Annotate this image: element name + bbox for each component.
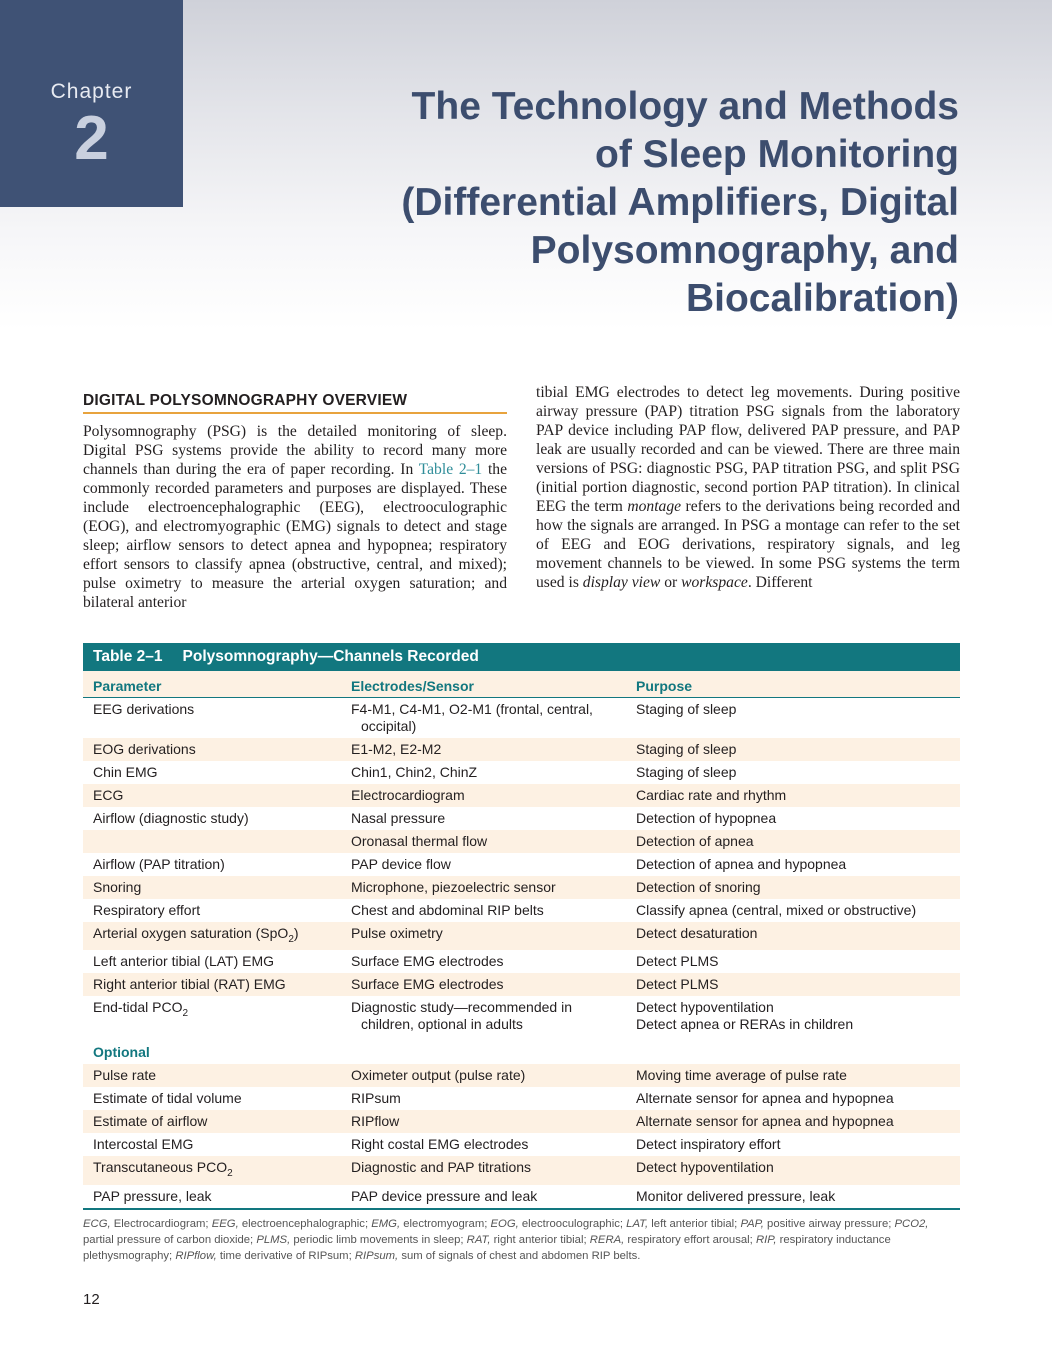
sensor-cell: Microphone, piezoelectric sensor bbox=[341, 876, 626, 899]
sensor-cell: Oximeter output (pulse rate) bbox=[341, 1064, 626, 1087]
table-row bbox=[83, 899, 960, 922]
table-row bbox=[83, 853, 960, 876]
abbreviation-definition: electrooculographic; bbox=[518, 1218, 627, 1231]
abbreviation-definition: electromyogram; bbox=[400, 1218, 491, 1231]
purpose-cell: Detect hypoventilation Detect apnea or RERAs in children bbox=[636, 999, 854, 1033]
table-header-row bbox=[83, 671, 960, 697]
chapter-title bbox=[319, 83, 959, 323]
table-row bbox=[83, 807, 960, 830]
table-title-bar bbox=[83, 643, 960, 671]
section-heading: DIGITAL POLYSOMNOGRAPHY OVERVIEW bbox=[83, 392, 507, 414]
parameter-cell: Respiratory effort bbox=[93, 901, 201, 918]
abbreviation-definition: left anterior tibial; bbox=[648, 1218, 741, 1231]
left-column bbox=[83, 392, 507, 612]
body-text: refers to the derivations being recorded and how the signals are arranged. In PSG a montage can refer to the set of EEG and EOG derivations, respiratory signals, and leg movement channels to be viewed. In some PSG systems the term used is bbox=[536, 498, 961, 591]
abbreviation-definition: sum of signals of chest and abdomen RIP belts. bbox=[398, 1250, 641, 1263]
purpose-cell: Alternate sensor for apnea and hypopnea bbox=[626, 1110, 960, 1133]
table-row bbox=[83, 922, 960, 951]
parameter-cell: Pulse rate bbox=[83, 1064, 341, 1087]
emphasis-text: montage bbox=[627, 498, 682, 515]
parameter-cell: ECG bbox=[83, 784, 341, 807]
abbreviation-definition: Electrocardiogram; bbox=[110, 1218, 212, 1231]
sensor-cell: E1-M2, E2-M2 bbox=[341, 738, 626, 761]
abbreviation: EMG, bbox=[371, 1218, 401, 1231]
parameter-cell: EOG derivations bbox=[83, 738, 341, 761]
abbreviation: PCO2, bbox=[894, 1218, 929, 1231]
sensor-cell: Pulse oximetry bbox=[341, 922, 626, 951]
purpose-cell: Cardiac rate and rhythm bbox=[626, 784, 960, 807]
sensor-cell: Diagnostic study—recommended in children, optional in adults bbox=[351, 999, 572, 1033]
purpose-cell: Detect PLMS bbox=[636, 953, 719, 970]
parameter-cell: Snoring bbox=[83, 876, 341, 899]
chapter-title-line: of Sleep Monitoring bbox=[595, 133, 959, 176]
abbreviation: RIPflow, bbox=[175, 1250, 217, 1263]
sensor-cell: PAP device flow bbox=[351, 855, 451, 872]
table-reference-link[interactable]: Table 2–1 bbox=[418, 461, 483, 478]
table-row bbox=[83, 950, 960, 973]
table-row bbox=[83, 1110, 960, 1133]
sensor-cell: Nasal pressure bbox=[351, 809, 446, 826]
sensor-cell: Chest and abdominal RIP belts bbox=[351, 901, 544, 918]
purpose-cell: Detection of apnea bbox=[626, 830, 960, 853]
parameter-cell: End-tidal $PCO_2$ bbox=[93, 999, 189, 1020]
body-text: the commonly recorded parameters and purposes are displayed. These include electroencephalographic (EEG), electrooculographic (EOG), and electromyographic (EMG) signals to detect and stage sleep; airflow sensors to detect apnea and hypopnea; respiratory effort sensors to classify apnea (obstructive, central, and mixed); pulse oximetry to measure the arterial oxygen saturation; and bilateral anterior bbox=[83, 461, 508, 611]
parameter-cell: Estimate of tidal volume bbox=[93, 1090, 242, 1107]
abbreviation: EEG, bbox=[211, 1218, 239, 1231]
abbreviation-definition: positive airway pressure; bbox=[763, 1218, 895, 1231]
purpose-cell: Staging of sleep bbox=[626, 738, 960, 761]
abbreviation-definition: time derivative of RIPsum; bbox=[216, 1250, 355, 1263]
table-title: Polysomnography—Channels Recorded bbox=[182, 648, 479, 665]
abbreviation-definition: electroencephalographic; bbox=[238, 1218, 372, 1231]
table-bottom-rule bbox=[83, 1208, 960, 1210]
abbreviation: RIP, bbox=[755, 1234, 777, 1247]
purpose-cell: Classify apnea (central, mixed or obstructive) bbox=[636, 901, 917, 918]
sensor-cell: F4-M1, C4-M1, O2-M1 (frontal, central, occipital) bbox=[351, 700, 593, 734]
abbreviation: PAP, bbox=[740, 1218, 764, 1231]
purpose-cell: Detect PLMS bbox=[626, 973, 960, 996]
emphasis-text: workspace bbox=[681, 574, 748, 591]
purpose-cell: Detect desaturation bbox=[626, 922, 960, 951]
table-row bbox=[83, 1087, 960, 1110]
purpose-cell: Detection of snoring bbox=[626, 876, 960, 899]
table-row bbox=[83, 1156, 960, 1185]
chapter-title-line: Polysomnography, and bbox=[530, 229, 959, 272]
abbreviation: PLMS, bbox=[256, 1234, 291, 1247]
table-body bbox=[83, 697, 960, 1208]
body-text: Polysomnography (PSG) is the detailed monitoring of sleep. Digital PSG systems provide the ability to record many more channels than during the era of paper recording. In bbox=[83, 423, 507, 478]
abbreviation: RERA, bbox=[589, 1234, 625, 1247]
table-row bbox=[83, 697, 960, 738]
table-row bbox=[83, 761, 960, 784]
purpose-cell: Staging of sleep bbox=[636, 763, 737, 780]
table-row bbox=[83, 1185, 960, 1208]
table-row bbox=[83, 973, 960, 996]
right-column bbox=[536, 383, 960, 592]
purpose-cell: Monitor delivered pressure, leak bbox=[636, 1188, 836, 1205]
table-row bbox=[83, 1133, 960, 1156]
sensor-cell: RIPflow bbox=[341, 1110, 626, 1133]
table-row bbox=[83, 996, 960, 1036]
body-text: . Different bbox=[747, 574, 813, 591]
purpose-cell: Alternate sensor for apnea and hypopnea bbox=[636, 1090, 894, 1107]
sensor-cell: PAP device pressure and leak bbox=[351, 1188, 538, 1205]
table-row bbox=[83, 876, 960, 899]
table-row bbox=[83, 784, 960, 807]
parameter-cell: Intercostal EMG bbox=[93, 1136, 194, 1153]
body-text: or bbox=[660, 574, 682, 591]
table-footnote bbox=[83, 1216, 960, 1264]
column-header-purpose: Purpose bbox=[626, 671, 960, 697]
emphasis-text: display view bbox=[582, 574, 661, 591]
chapter-number: 2 bbox=[74, 104, 109, 173]
chapter-title-line: The Technology and Methods bbox=[411, 85, 959, 128]
data-table bbox=[83, 671, 960, 1208]
abbreviation-definition: respiratory inductance plethysmography; bbox=[83, 1234, 891, 1263]
table-row bbox=[83, 830, 960, 853]
abbreviation-definition: partial pressure of carbon dioxide; bbox=[83, 1234, 257, 1247]
purpose-cell: Detection of hypopnea bbox=[636, 809, 777, 826]
body-text: tibial EMG electrodes to detect leg movements. During positive airway pressure (PAP) titration PSG signals from the laboratory PAP device including PAP flow, delivered PAP pressure, and PAP leak are usually recorded and can be viewed. There are three main versions of PSG: diagnostic PSG, PAP titration PSG, and split PSG (initial portion diagnostic, second portion PAP titration). In clinical EEG the term bbox=[536, 384, 960, 515]
page-number: 12 bbox=[83, 1291, 100, 1308]
body-paragraph-right bbox=[536, 383, 960, 592]
sensor-cell: Surface EMG electrodes bbox=[341, 973, 626, 996]
optional-section-row bbox=[83, 1036, 960, 1064]
parameter-cell: Right anterior tibial (RAT) EMG bbox=[83, 973, 341, 996]
chapter-title-line: (Differential Amplifiers, Digital bbox=[401, 181, 959, 224]
abbreviation-definition: respiratory effort arousal; bbox=[624, 1234, 756, 1247]
table-channels-recorded bbox=[83, 643, 960, 1264]
sensor-cell: Chin1, Chin2, ChinZ bbox=[351, 763, 478, 780]
sensor-cell: Oronasal thermal flow bbox=[341, 830, 626, 853]
purpose-cell: Detection of apnea and hypopnea bbox=[636, 855, 847, 872]
purpose-cell: Detect hypoventilation bbox=[626, 1156, 960, 1185]
purpose-cell: Detect inspiratory effort bbox=[636, 1136, 781, 1153]
table-number: Table 2–1 bbox=[93, 648, 163, 665]
parameter-cell: Airflow (PAP titration) bbox=[93, 855, 225, 872]
chapter-label: Chapter bbox=[50, 80, 133, 103]
optional-label: Optional bbox=[93, 1044, 150, 1061]
abbreviation: RAT, bbox=[466, 1234, 491, 1247]
sensor-cell: Right costal EMG electrodes bbox=[351, 1136, 529, 1153]
parameter-cell: EEG derivations bbox=[93, 700, 195, 717]
abbreviation: RIPsum, bbox=[354, 1250, 399, 1263]
abbreviation-definition: periodic limb movements in sleep; bbox=[290, 1234, 467, 1247]
parameter-cell: Chin EMG bbox=[93, 763, 158, 780]
purpose-cell: Staging of sleep bbox=[636, 700, 737, 717]
abbreviation: LAT, bbox=[626, 1218, 649, 1231]
abbreviation: ECG, bbox=[83, 1218, 111, 1231]
purpose-cell: Moving time average of pulse rate bbox=[626, 1064, 960, 1087]
sensor-cell: RIPsum bbox=[351, 1090, 401, 1107]
parameter-cell: Transcutaneous $PCO_2$ bbox=[83, 1156, 341, 1185]
parameter-cell: Airflow (diagnostic study) bbox=[93, 809, 249, 826]
parameter-cell: Arterial oxygen saturation (SpO$_2$) bbox=[83, 922, 341, 951]
parameter-cell: PAP pressure, leak bbox=[93, 1188, 212, 1205]
sensor-cell: Surface EMG electrodes bbox=[351, 953, 504, 970]
table-row bbox=[83, 738, 960, 761]
abbreviation: EOG, bbox=[490, 1218, 519, 1231]
chapter-title-line: Biocalibration) bbox=[685, 277, 959, 320]
parameter-cell bbox=[83, 830, 341, 853]
parameter-cell: Left anterior tibial (LAT) EMG bbox=[93, 953, 275, 970]
sensor-cell: Diagnostic and PAP titrations bbox=[341, 1156, 626, 1185]
parameter-cell: Estimate of airflow bbox=[83, 1110, 341, 1133]
column-header-electrodes: Electrodes/Sensor bbox=[341, 671, 626, 697]
column-header-parameter: Parameter bbox=[83, 671, 341, 697]
body-paragraph-left bbox=[83, 422, 507, 612]
abbreviation-definition: right anterior tibial; bbox=[490, 1234, 590, 1247]
table-row bbox=[83, 1064, 960, 1087]
sensor-cell: Electrocardiogram bbox=[341, 784, 626, 807]
chapter-badge bbox=[0, 0, 183, 207]
